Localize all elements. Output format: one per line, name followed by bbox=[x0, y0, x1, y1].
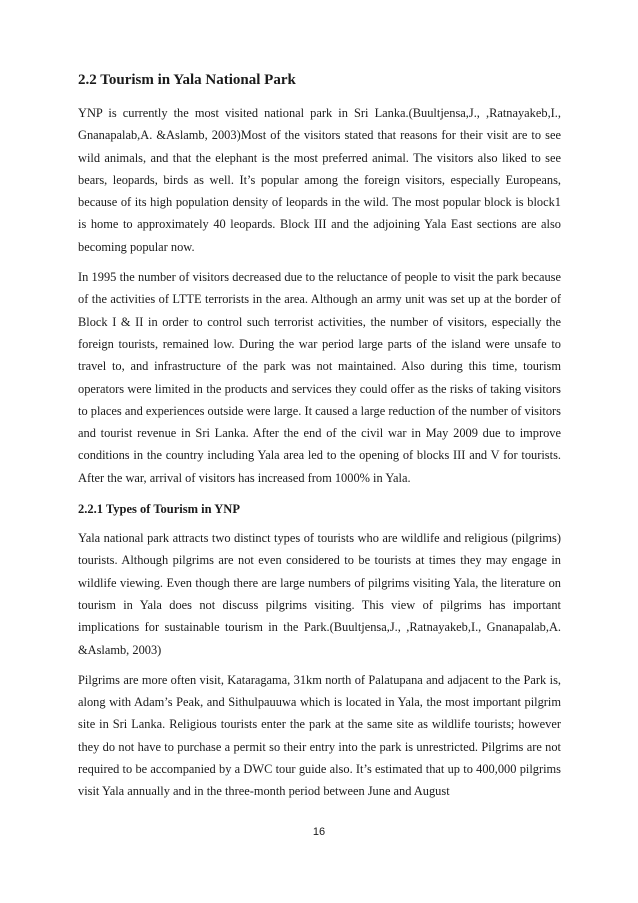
page-number: 16 bbox=[312, 826, 326, 838]
paragraph: Pilgrims are more often visit, Kataragama, 31km north of Palatupana and adjacent to the Park is, along with Adam’s Peak, and Sithulpauuwa which is located in Yala, the most important pilgrim site in Sri Lanka. Religious tourists enter the park at the same site as wildlife tourists; however they do not have to purchase a permit so their entry into the park is unrestricted. Pilgrims are not required to be accompanied by a DWC tour guide also. It’s estimated that up to 400,000 pilgrims visit Yala annually and in the three-month period between June and August bbox=[78, 672, 561, 799]
page-content bbox=[78, 68, 561, 811]
paragraph: Yala national park attracts two distinct types of tourists who are wildlife and religious (pilgrims) tourists. Although pilgrims are not even considered to be tourists at times they may engage in wildlife viewing. Even though there are large numbers of pilgrims visiting Yala, the literature on tourism in Yala does not discuss pilgrims visiting. This view of pilgrims has important implications for sustainable tourism in the Park.(Buultjensa,J., ,Ratnayakeb,I., Gnanapalab,A. &Aslamb, 2003) bbox=[78, 531, 561, 657]
subsection-heading: 2.2.1 Types of Tourism in YNP bbox=[78, 502, 240, 517]
section-heading: 2.2 Tourism in Yala National Park bbox=[78, 72, 296, 88]
paragraph: In 1995 the number of visitors decreased due to the reluctance of people to visit the park because of the activities of LTTE terrorists in the area. Although an army unit was set up at the border of Block I & II in order to control such terrorist activities, the number of visitors, especially the foreign tourists, remained low. During the war period large parts of the island were unsafe to travel to, and infrastructure of the park was not maintained. Also during this time, tourism operators were limited in the products and services they could offer as the risks of taking visitors to places and experiences outside were large. It caused a large reduction of the number of visitors and tourist revenue in Sri Lanka. After the end of the civil war in May 2009 due to improve conditions in the country including Yala area led to the opening of blocks III and V for tourists. After the war, arrival of visitors has increased from 1000% in Yala. bbox=[78, 270, 561, 485]
paragraph: YNP is currently the most visited national park in Sri Lanka.(Buultjensa,J., ,Ratnayakeb,I., Gnanapalab,A. &Aslamb, 2003)Most of the visitors stated that reasons for their visit are to see wild animals, and that the elephant is the most preferred animal. The visitors also liked to see bears, leopards, birds as well. It’s popular among the foreign visitors, especially Europeans, because of its high population density of leopards in the wild. The most popular block is block1 is home to approximately 40 leopards. Block III and the adjoining Yala East sections are also becoming popular now. bbox=[78, 106, 561, 254]
